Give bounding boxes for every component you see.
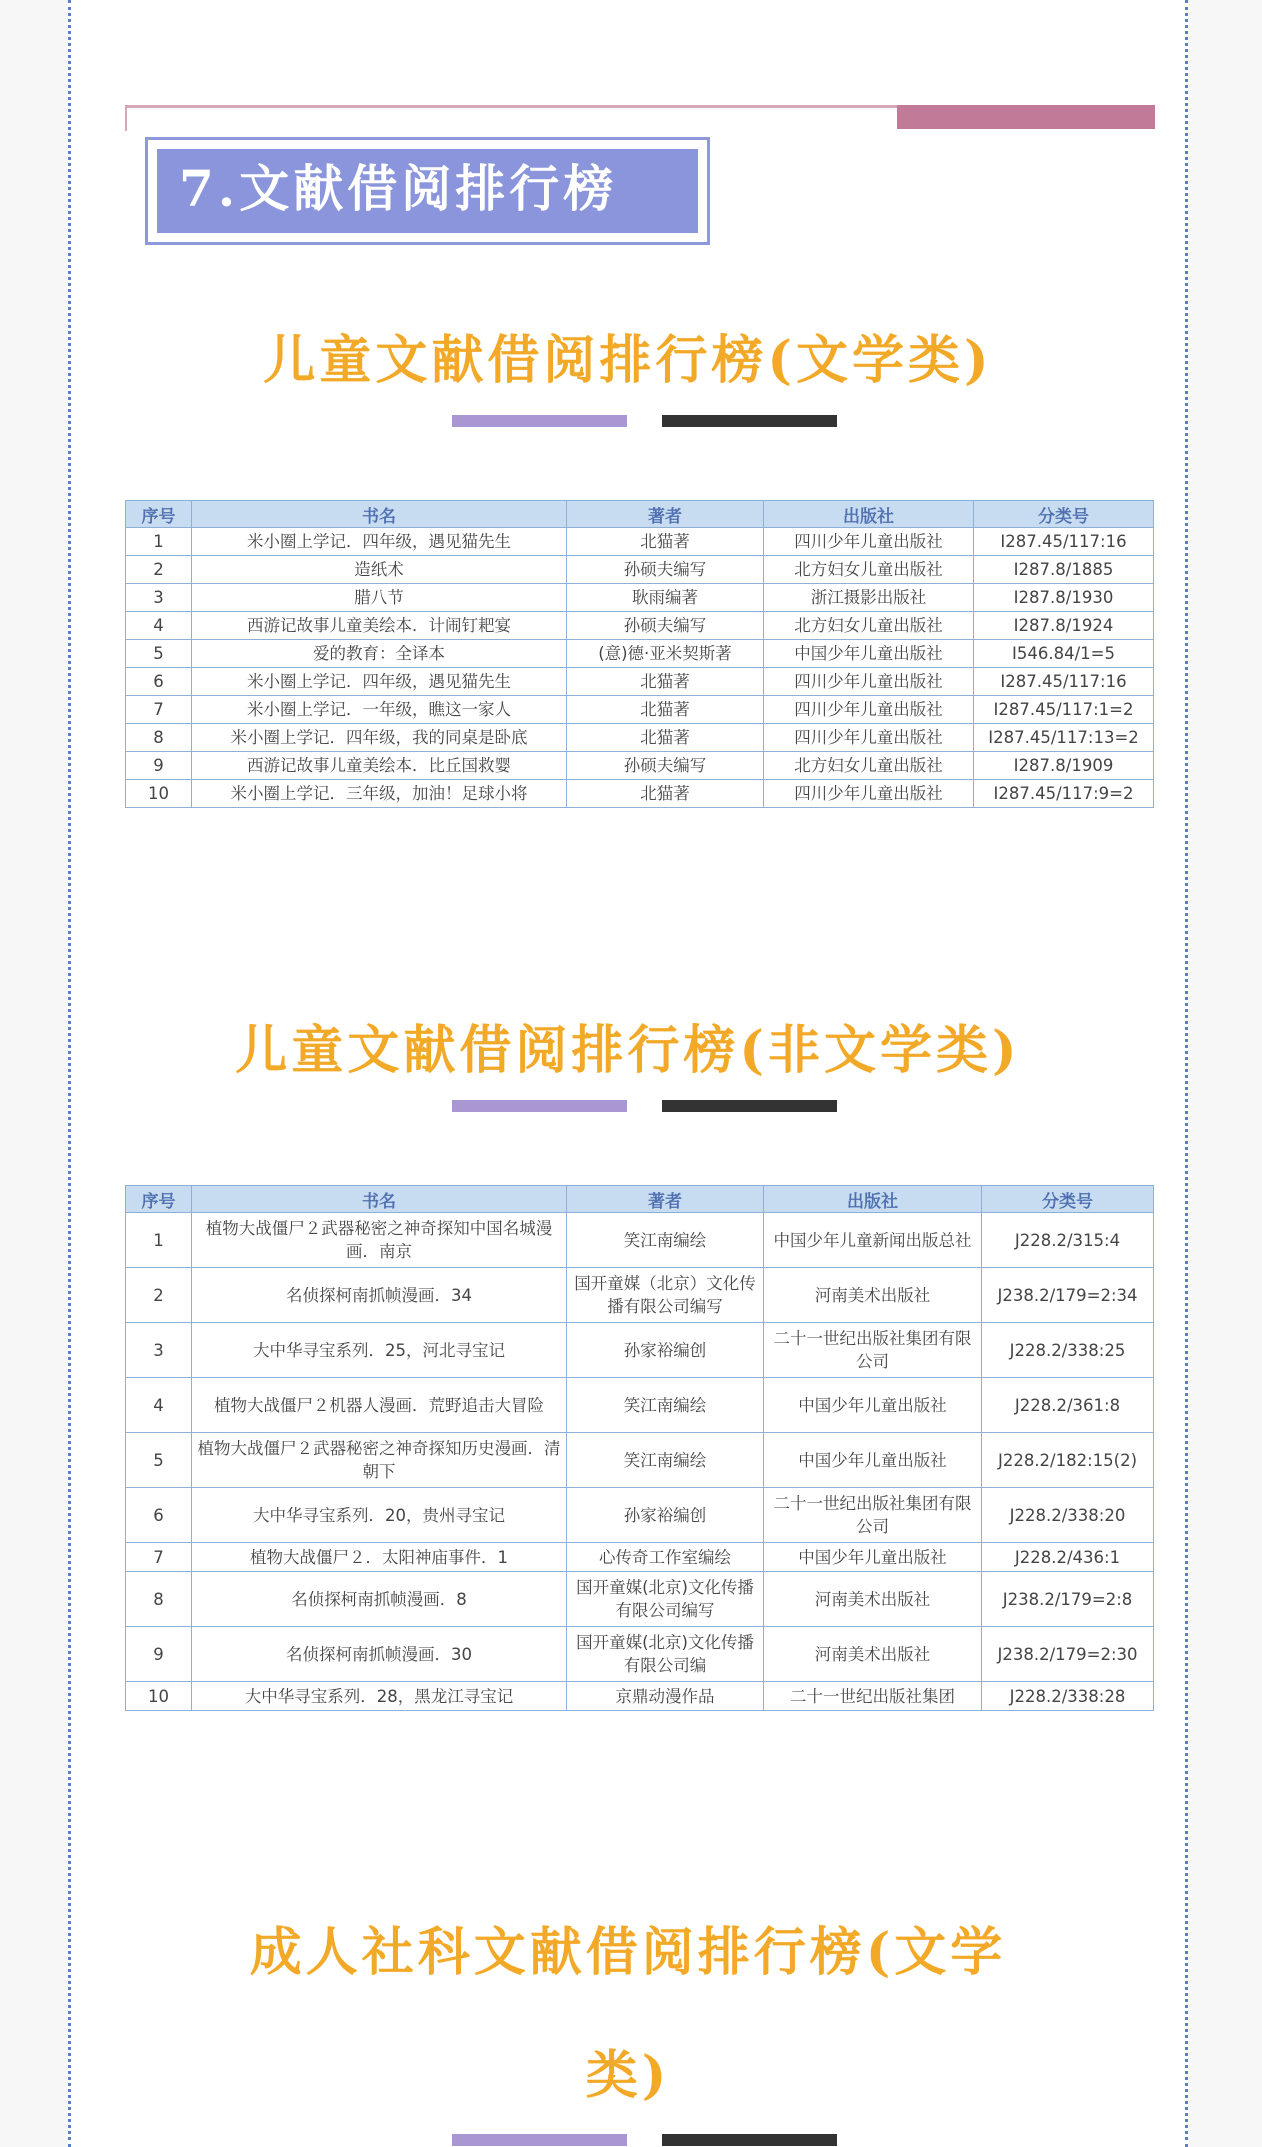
title-cell: 西游记故事儿童美绘本．计闹钉耙宴 — [192, 612, 567, 640]
column-header: 序号 — [126, 1186, 192, 1213]
column-header: 分类号 — [982, 1186, 1154, 1213]
rank-cell: 9 — [126, 1627, 192, 1682]
callno-cell: I287.8/1924 — [974, 612, 1154, 640]
section3-title-line2: 类) — [585, 2045, 671, 2106]
callno-cell: I546.84/1=5 — [974, 640, 1154, 668]
author-cell: 国开童媒(北京)文化传播有限公司编写 — [567, 1572, 764, 1627]
publisher-cell: 北方妇女儿童出版社 — [764, 556, 974, 584]
rank-cell: 7 — [126, 1543, 192, 1572]
publisher-cell: 河南美术出版社 — [764, 1627, 982, 1682]
publisher-cell: 四川少年儿童出版社 — [764, 528, 974, 556]
callno-cell: J228.2/338:20 — [982, 1488, 1154, 1543]
table-row — [126, 1682, 1154, 1711]
author-cell: 国开童媒（北京）文化传播有限公司编写 — [567, 1268, 764, 1323]
callno-cell: J228.2/361:8 — [982, 1378, 1154, 1433]
column-header: 序号 — [126, 501, 192, 528]
column-header: 出版社 — [764, 501, 974, 528]
title-cell: 大中华寻宝系列．20，贵州寻宝记 — [192, 1488, 567, 1543]
column-header: 书名 — [192, 501, 567, 528]
author-cell: 北猫著 — [567, 668, 764, 696]
title-cell: 爱的教育：全译本 — [192, 640, 567, 668]
callno-cell: I287.8/1885 — [974, 556, 1154, 584]
title-cell: 名侦探柯南抓帧漫画．34 — [192, 1268, 567, 1323]
author-cell: 孙硕夫编写 — [567, 612, 764, 640]
table-row — [126, 584, 1154, 612]
author-cell: 北猫著 — [567, 724, 764, 752]
table-row — [126, 1572, 1154, 1627]
publisher-cell: 二十一世纪出版社集团有限公司 — [764, 1323, 982, 1378]
callno-cell: J238.2/179=2:30 — [982, 1627, 1154, 1682]
publisher-cell: 四川少年儿童出版社 — [764, 780, 974, 808]
table-row — [126, 1627, 1154, 1682]
author-cell: 心传奇工作室编绘 — [567, 1543, 764, 1572]
title-cell: 米小圈上学记．四年级，遇见猫先生 — [192, 668, 567, 696]
rank-cell: 6 — [126, 1488, 192, 1543]
table-row — [126, 1488, 1154, 1543]
author-cell: 耿雨编著 — [567, 584, 764, 612]
callno-cell: J228.2/436:1 — [982, 1543, 1154, 1572]
table-row — [126, 640, 1154, 668]
title-cell: 米小圈上学记．四年级，遇见猫先生 — [192, 528, 567, 556]
publisher-cell: 四川少年儿童出版社 — [764, 696, 974, 724]
author-cell: (意)德·亚米契斯著 — [567, 640, 764, 668]
callno-cell: J228.2/182:15(2) — [982, 1433, 1154, 1488]
callno-cell: I287.45/117:9=2 — [974, 780, 1154, 808]
table-row — [126, 780, 1154, 808]
rank-cell: 4 — [126, 1378, 192, 1433]
right-margin — [1188, 0, 1262, 2147]
author-cell: 孙硕夫编写 — [567, 556, 764, 584]
title-cell: 米小圈上学记．四年级，我的同桌是卧底 — [192, 724, 567, 752]
title-cell: 名侦探柯南抓帧漫画．30 — [192, 1627, 567, 1682]
rank-cell: 5 — [126, 640, 192, 668]
publisher-cell: 浙江摄影出版社 — [764, 584, 974, 612]
rank-cell: 2 — [126, 1268, 192, 1323]
title-cell: 米小圈上学记．三年级，加油！足球小将 — [192, 780, 567, 808]
column-header: 书名 — [192, 1186, 567, 1213]
author-cell: 孙家裕编创 — [567, 1488, 764, 1543]
title-cell: 大中华寻宝系列．25，河北寻宝记 — [192, 1323, 567, 1378]
author-cell: 京鼎动漫作品 — [567, 1682, 764, 1711]
title-cell: 植物大战僵尸２机器人漫画．荒野追击大冒险 — [192, 1378, 567, 1433]
callno-cell: J228.2/338:28 — [982, 1682, 1154, 1711]
rank-cell: 4 — [126, 612, 192, 640]
author-cell: 笑江南编绘 — [567, 1213, 764, 1268]
title-cell: 大中华寻宝系列．28，黑龙江寻宝记 — [192, 1682, 567, 1711]
author-cell: 北猫著 — [567, 780, 764, 808]
column-header: 著者 — [567, 501, 764, 528]
rank-cell: 6 — [126, 668, 192, 696]
table-row — [126, 724, 1154, 752]
publisher-cell: 河南美术出版社 — [764, 1268, 982, 1323]
title-cell: 植物大战僵尸２武器秘密之神奇探知中国名城漫画．南京 — [192, 1213, 567, 1268]
ranking-table-children-literature — [125, 500, 1154, 808]
table-row — [126, 528, 1154, 556]
publisher-cell: 中国少年儿童出版社 — [764, 1543, 982, 1572]
author-cell: 笑江南编绘 — [567, 1433, 764, 1488]
author-cell: 北猫著 — [567, 696, 764, 724]
publisher-cell: 四川少年儿童出版社 — [764, 668, 974, 696]
rank-cell: 1 — [126, 528, 192, 556]
decorative-bar-purple — [452, 1100, 627, 1112]
column-header: 著者 — [567, 1186, 764, 1213]
publisher-cell: 中国少年儿童出版社 — [764, 1378, 982, 1433]
rank-cell: 9 — [126, 752, 192, 780]
title-cell: 米小圈上学记．一年级，瞧这一家人 — [192, 696, 567, 724]
table-row — [126, 1268, 1154, 1323]
publisher-cell: 中国少年儿童新闻出版总社 — [764, 1213, 982, 1268]
callno-cell: I287.45/117:16 — [974, 668, 1154, 696]
callno-cell: J238.2/179=2:8 — [982, 1572, 1154, 1627]
table2-title: 儿童文献借阅排行榜(非文学类) — [235, 1020, 1021, 1081]
rank-cell: 10 — [126, 780, 192, 808]
table-row — [126, 1433, 1154, 1488]
rank-cell: 1 — [126, 1213, 192, 1268]
rank-cell: 3 — [126, 584, 192, 612]
callno-cell: I287.8/1909 — [974, 752, 1154, 780]
rank-cell: 8 — [126, 724, 192, 752]
callno-cell: I287.45/117:1=2 — [974, 696, 1154, 724]
decorative-bar-purple — [452, 2134, 627, 2146]
column-header: 分类号 — [974, 501, 1154, 528]
section-heading: 7.文献借阅排行榜 — [157, 149, 698, 233]
table-row — [126, 752, 1154, 780]
rank-cell: 10 — [126, 1682, 192, 1711]
table1-title: 儿童文献借阅排行榜(文学类) — [263, 330, 993, 391]
table-row — [126, 1543, 1154, 1572]
column-header: 出版社 — [764, 1186, 982, 1213]
author-cell: 国开童媒(北京)文化传播有限公司编 — [567, 1627, 764, 1682]
ranking-table-children-nonliterature — [125, 1185, 1154, 1711]
table-row — [126, 1378, 1154, 1433]
publisher-cell: 北方妇女儿童出版社 — [764, 752, 974, 780]
rank-cell: 8 — [126, 1572, 192, 1627]
author-cell: 笑江南编绘 — [567, 1378, 764, 1433]
author-cell: 孙硕夫编写 — [567, 752, 764, 780]
publisher-cell: 中国少年儿童出版社 — [764, 640, 974, 668]
publisher-cell: 二十一世纪出版社集团 — [764, 1682, 982, 1711]
publisher-cell: 中国少年儿童出版社 — [764, 1433, 982, 1488]
title-cell: 腊八节 — [192, 584, 567, 612]
publisher-cell: 北方妇女儿童出版社 — [764, 612, 974, 640]
decorative-bar-dark — [662, 415, 837, 427]
author-cell: 北猫著 — [567, 528, 764, 556]
publisher-cell: 二十一世纪出版社集团有限公司 — [764, 1488, 982, 1543]
callno-cell: I287.8/1930 — [974, 584, 1154, 612]
author-cell: 孙家裕编创 — [567, 1323, 764, 1378]
left-margin — [0, 0, 68, 2147]
decorative-bar-dark — [662, 1100, 837, 1112]
title-cell: 造纸术 — [192, 556, 567, 584]
rank-cell: 2 — [126, 556, 192, 584]
rank-cell: 7 — [126, 696, 192, 724]
rank-cell: 5 — [126, 1433, 192, 1488]
callno-cell: J228.2/315:4 — [982, 1213, 1154, 1268]
callno-cell: J238.2/179=2:34 — [982, 1268, 1154, 1323]
table-row — [126, 556, 1154, 584]
title-cell: 西游记故事儿童美绘本．比丘国救婴 — [192, 752, 567, 780]
table-row — [126, 612, 1154, 640]
table-row — [126, 696, 1154, 724]
decorative-line — [125, 105, 127, 131]
title-cell: 植物大战僵尸２．太阳神庙事件．1 — [192, 1543, 567, 1572]
section3-title-line1: 成人社科文献借阅排行榜(文学 — [249, 1922, 1007, 1983]
decorative-bar — [897, 105, 1155, 129]
callno-cell: I287.45/117:16 — [974, 528, 1154, 556]
title-cell: 名侦探柯南抓帧漫画．8 — [192, 1572, 567, 1627]
section-heading-box — [145, 137, 710, 245]
decorative-bar-purple — [452, 415, 627, 427]
table-row — [126, 1213, 1154, 1268]
decorative-bar-dark — [662, 2134, 837, 2146]
title-cell: 植物大战僵尸２武器秘密之神奇探知历史漫画．清朝下 — [192, 1433, 567, 1488]
publisher-cell: 河南美术出版社 — [764, 1572, 982, 1627]
rank-cell: 3 — [126, 1323, 192, 1378]
callno-cell: J228.2/338:25 — [982, 1323, 1154, 1378]
callno-cell: I287.45/117:13=2 — [974, 724, 1154, 752]
table-row — [126, 668, 1154, 696]
table-row — [126, 1323, 1154, 1378]
publisher-cell: 四川少年儿童出版社 — [764, 724, 974, 752]
